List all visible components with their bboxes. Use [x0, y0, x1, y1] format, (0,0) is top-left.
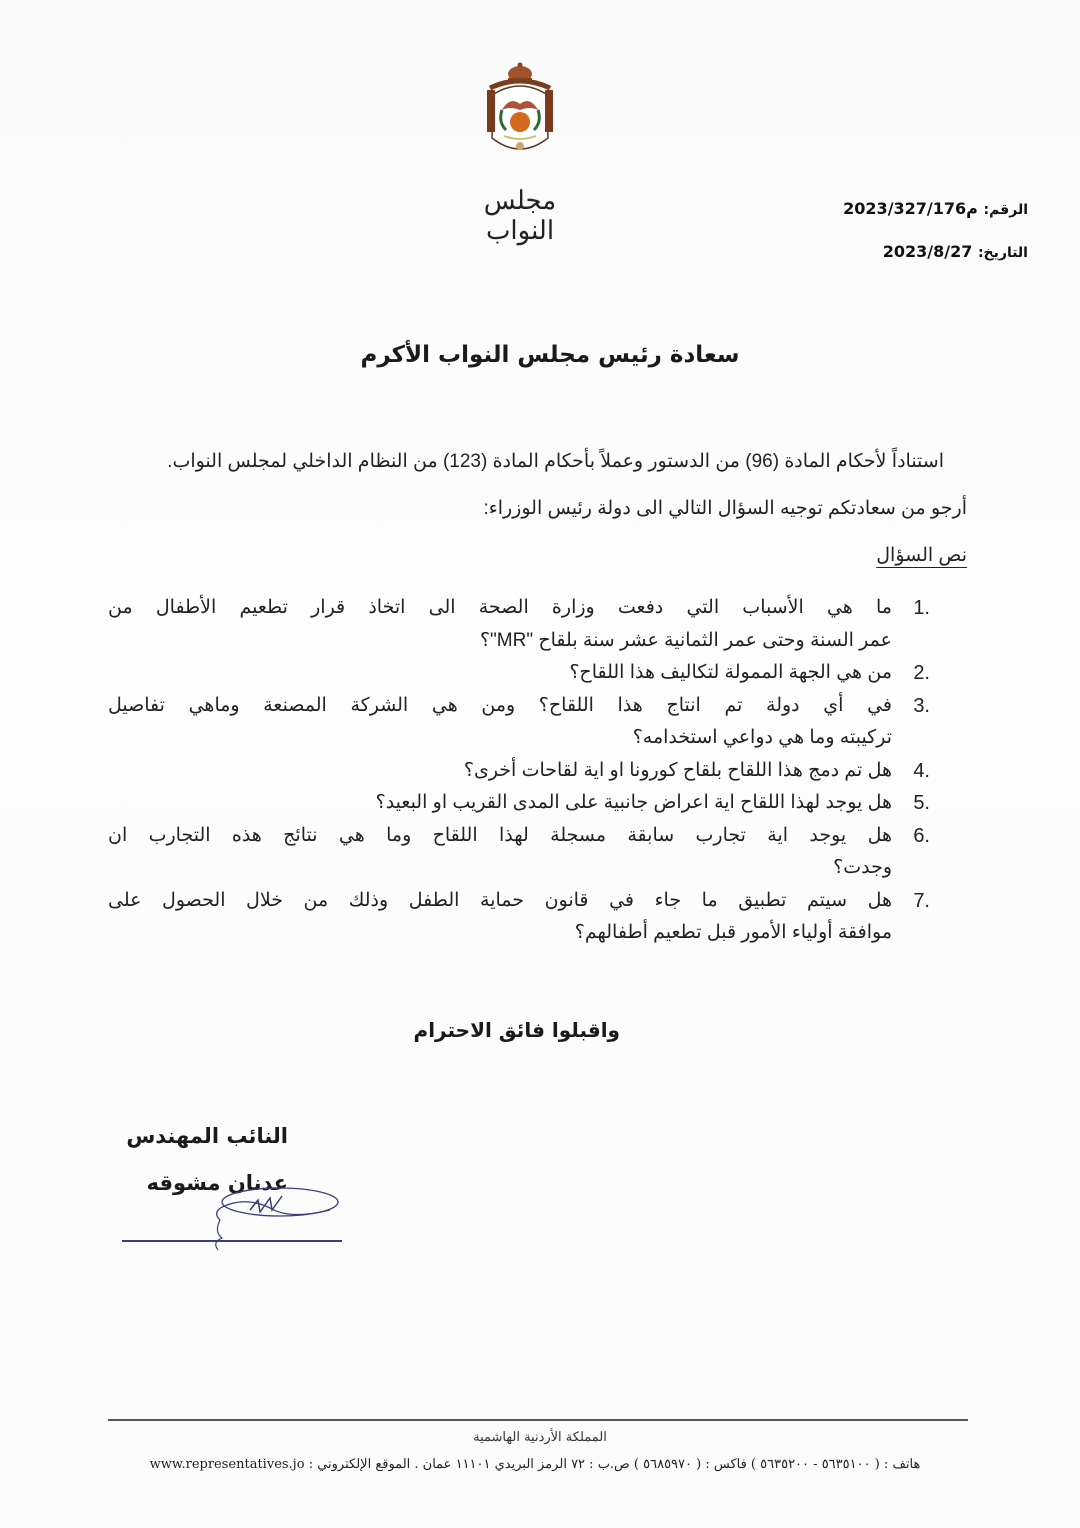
request-paragraph: أرجو من سعادتكم توجيه السؤال التالي الى دولة رئيس الوزراء: [483, 498, 967, 519]
reference-number [843, 199, 1028, 218]
question-item: 5. هل يوجد لهذا اللقاح اية اعراض جانبية على المدى القريب او البعيد؟ [108, 787, 930, 820]
question-item: 3. في أي دولة تم انتاج هذا اللقاح؟ ومن هي الشركة المصنعة وماهي تفاصيل تركيبته وما هي دواعي استخدامه؟ [108, 690, 930, 755]
question-item: 4. هل تم دمج هذا اللقاح بلقاح كورونا او اية لقاحات أخرى؟ [108, 755, 930, 788]
footer-divider [108, 1419, 968, 1421]
reference-label: الرقم: [983, 202, 1028, 218]
intro-paragraph: استناداً لأحكام المادة (96) من الدستور وعملاً بأحكام المادة (123) من النظام الداخلي لمجلس النواب. [167, 451, 944, 472]
closing-salutation: واقبلوا فائق الاحترام [413, 1018, 620, 1042]
footer-kingdom-name: المملكة الأردنية الهاشمية [473, 1430, 607, 1445]
question-number: 7. [913, 889, 930, 912]
date-value: 2023/8/27 [882, 242, 973, 261]
question-item: 7. هل سيتم تطبيق ما جاء في قانون حماية الطفل وذلك من خلال الحصول على موافقة أولياء الأمور قبل تطعيم أطفالهم؟ [108, 885, 930, 950]
signatory-name: عدنان مشوقه [146, 1171, 288, 1195]
question-item: 6. هل يوجد اية تجارب سابقة مسجلة لهذا اللقاح وما هي نتائج هذه التجارب ان وجدت؟ [108, 820, 930, 885]
reference-value: م2023/327/176 [843, 199, 978, 218]
date-label: التاريخ: [977, 245, 1028, 261]
question-list [108, 592, 930, 950]
question-number: 5. [913, 792, 930, 814]
question-heading: نص السؤال [876, 545, 967, 566]
website-link[interactable]: www.representatives.jo [149, 1457, 305, 1472]
question-number: 4. [913, 759, 930, 782]
signatory-title: النائب المهندس [126, 1124, 288, 1148]
question-item: 1. ما هي الأسباب التي دفعت وزارة الصحة الى اتخاذ قرار تطعيم الأطفال من عمر السنة وحتى عمر الثمانية عشر سنة بلقاح "MR"؟ [108, 592, 930, 657]
footer-contact-info [130, 1457, 940, 1472]
question-number: 2. [913, 662, 930, 684]
question-number: 3. [913, 694, 930, 717]
handwritten-signature-icon [190, 1180, 340, 1260]
question-number: 6. [913, 824, 930, 847]
coat-of-arms-icon [484, 60, 556, 172]
question-number: 1. [913, 597, 930, 619]
addressee-heading: سعادة رئيس مجلس النواب الأكرم [360, 342, 740, 368]
signature-line [122, 1240, 342, 1242]
letter-date [883, 242, 1028, 261]
footer-contact-text: هاتف : ( ٥٦٣٥١٠٠ - ٥٦٣٥٢٠٠ ) فاكس : ( ٥٦٨٥٩٧٠ ) ص.ب : ٧٢ الرمز البريدي ١١١٠١ عمان . الموقع الإلكتروني : [308, 1457, 921, 1472]
question-item: 2. من هي الجهة الممولة لتكاليف هذا اللقاح؟ [108, 657, 930, 690]
council-logo: مجلس النواب [483, 186, 557, 246]
